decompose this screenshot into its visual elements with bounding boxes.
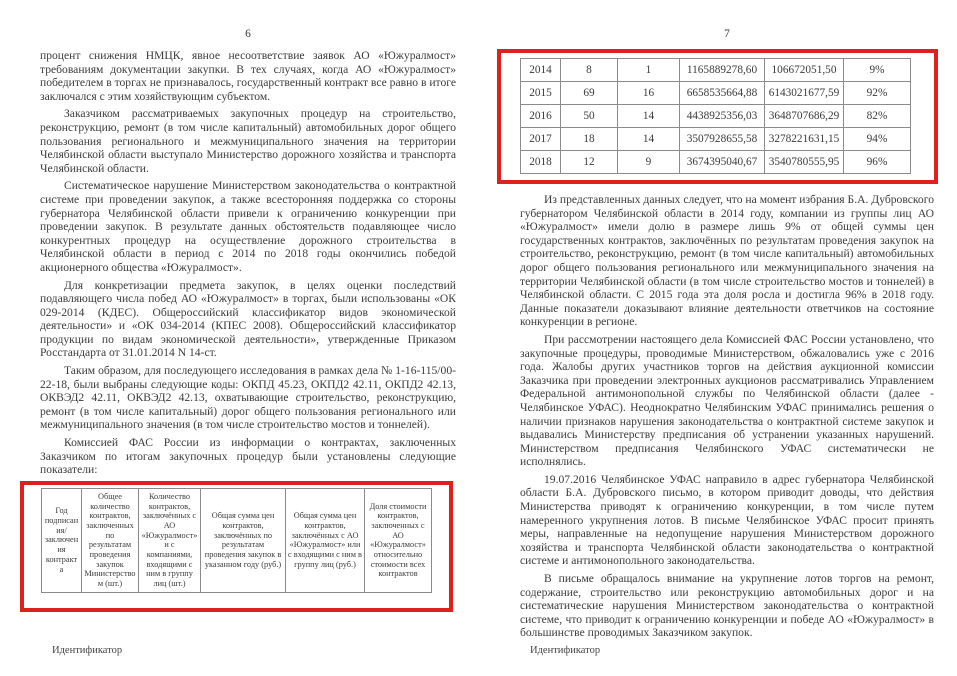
data-cell: 92% [844, 82, 911, 105]
table-row [521, 151, 911, 174]
footer-identifier: Идентификатор [530, 645, 601, 656]
paragraph: В письме обращалось внимание на укрупнение лотов торгов на ремонт, содержание, строительство или реконструкцию автомобильных дорог и на систематические нарушения Министерством законодательства о контрактной системе, что приводит к ограничению конкуренции и победе АО «Южуралмост» в большинстве проводимых Заказчиком закупок. [520, 572, 934, 640]
data-cell: 2018 [521, 151, 561, 174]
data-cell: 50 [561, 105, 618, 128]
paragraph: Из представленных данных следует, что на момент избрания Б.А. Дубровского губернатором Челябинской области в 2014 году, компании из группы лиц АО «Южуралмост» имели долю в размере лишь 9% от общей суммы цен государственных контрактов, заключённых по результатам проведения закупок на строительство, реконструкцию, ремонт (в том числе капитальный) автомобильных дорог общего пользования регионального или межмуниципального значения на территории Челябинской области (в том числе строительство мостов и тоннелей) в Челябинской области. С 2015 года эта доля росла и достигла 96% в 2018 году. Данные показатели доказывают влияние деятельности ответчиков на состояние конкуренции в регионе. [520, 193, 934, 329]
table-row [521, 59, 911, 82]
red-highlight-box-table-data [497, 49, 938, 184]
data-cell: 96% [844, 151, 911, 174]
table-row [521, 128, 911, 151]
table-row [521, 82, 911, 105]
header-cell-yuzhuralmost-sum: Общая сумма цен контрактов, заключённых с АО «Южуралмост» или с входящими с ним в группу лиц (руб.) [286, 488, 365, 592]
data-cell: 4438925356,03 [680, 105, 765, 128]
data-cell: 1165889278,60 [680, 59, 765, 82]
data-cell: 2014 [521, 59, 561, 82]
header-cell-share: Доля стоимости контрактов, заключенных с АО «Южуралмост» относительно стоимости всех контрактов [365, 488, 432, 592]
data-cell: 1 [618, 59, 680, 82]
page-7 [520, 28, 934, 644]
paragraph: Систематическое нарушение Министерством законодательства о контрактной системе при проведении закупок, а также всесторонняя поддержка со стороны губернатора Челябинской области привели к ограничению конкуренции при проведении закупок. В результате данных обстоятельств подавляющее число конкурентных процедур на осуществление дорожного строительства в Челябинской области в период с 2014 по 2018 годы окончились победой акционерного общества «Южуралмост». [40, 179, 456, 274]
paragraph: При рассмотрении настоящего дела Комиссией ФАС России установлено, что закупочные процедуры, проводимые Министерством, обжаловались уже с 2016 года. Жалобы других участников торгов на действия аукционной комиссии Заказчика при проведении электронных аукционов рассматривались Управлением Федеральной антимонопольной службы по Челябинской области (далее - Челябинское УФАС). Неоднократно Челябинским УФАС принимались решения о наличии признаков нарушения законодательства о контрактной системе закупок и выдавались Министерству предписания об устранении указанных нарушений. Министерством предписания Челябинского УФАС систематически не исполнялись. [520, 332, 934, 469]
data-cell: 2016 [521, 105, 561, 128]
data-cell: 18 [561, 128, 618, 151]
data-cell: 8 [561, 59, 618, 82]
paragraph: Для конкретизации предмета закупок, в целях оценки последствий подавляющего числа побед АО «Южуралмост» в торгах, были использованы «ОК 029-2014 (КДЕС). Общероссийский классификатор видов экономической деятельности» и «ОК 034-2014 (КПЕС 2008). Общероссийский классификатор продукции по видам экономической деятельности», утвержденные Приказом Росстандарта от 31.01.2014 N 14-ст. [40, 278, 456, 360]
data-cell: 9 [618, 151, 680, 174]
data-cell: 3648707686,29 [765, 105, 844, 128]
data-cell: 14 [618, 105, 680, 128]
red-highlight-box-table-header [20, 481, 453, 612]
paragraph: 19.07.2016 Челябинское УФАС направило в адрес губернатора Челябинской области Б.А. Дубровского письмо, в котором приводит доводы, что действия Министерства приводят к ограничению конкуренции, в том числе путем намеренного укрупнения лотов. В письме Челябинское УФАС просит принять меры, направленные на недопущение нарушения Министерством дорожного хозяйства и транспорта Челябинской области законодательства о контрактной системе и антимонопольного законодательства. [520, 472, 934, 568]
data-cell: 82% [844, 105, 911, 128]
data-cell: 9% [844, 59, 911, 82]
metrics-table-header [41, 488, 432, 593]
header-cell-total-contracts: Общее количество контрактов, заключенных по результатам проведения закупок Министерством (шт.) [82, 488, 139, 592]
data-cell: 2017 [521, 128, 561, 151]
footer-identifier: Идентификатор [52, 645, 123, 656]
data-cell: 12 [561, 151, 618, 174]
data-cell: 3674395040,67 [680, 151, 765, 174]
data-cell: 6143021677,59 [765, 82, 844, 105]
page-6 [40, 28, 456, 612]
data-cell: 6658535664,88 [680, 82, 765, 105]
paragraph: процент снижения НМЦК, явное несоответствие заявок АО «Южуралмост» требованиям документации закупки. В тех случаях, когда АО «Южуралмост» победителем в торгах не признавалось, государственный контракт все равно в итоге заключался с этим хозяйствующим субъектом. [40, 49, 457, 103]
header-cell-year: Год подписания/заключения контракта [42, 488, 82, 592]
header-cell-total-sum: Общая сумма цен контрактов, заключённых по результатам проведения закупок в указанном году (руб.) [201, 488, 286, 592]
page-7-number: 7 [724, 28, 730, 40]
data-cell: 3507928655,58 [680, 128, 765, 151]
metrics-table-data [520, 58, 911, 174]
data-cell: 16 [618, 82, 680, 105]
data-cell: 3278221631,15 [765, 128, 844, 151]
data-cell: 69 [561, 82, 618, 105]
paragraph: Таким образом, для последующего исследования в рамках дела № 1-16-115/00-22-18, были выбраны следующие коды: ОКПД 45.23, ОКПД2 42.11, ОКПД2 42.13, ОКВЭД2 42.11, ОКВЭД2 42.13, охватывающие строительство, реконструкцию, ремонт (в том числе капитальный) дорог общего пользования регионального или межмуниципального значения (в том числе строительство мостов и тоннелей). [40, 364, 456, 432]
paragraph: Комиссией ФАС России из информации о контрактах, заключенных Заказчиком по итогам закупочных процедур были установлены следующие показатели: [40, 436, 456, 477]
table-header-row [42, 488, 432, 592]
data-cell: 2015 [521, 82, 561, 105]
data-cell: 14 [618, 128, 680, 151]
header-cell-yuzhuralmost-contracts: Количество контрактов, заключённых с АО «Южуралмост» и с компаниями, входящими с ним в группу лиц (шт.) [139, 488, 201, 592]
page-6-number: 6 [245, 28, 251, 40]
table-row [521, 105, 911, 128]
paragraph: Заказчиком рассматриваемых закупочных процедур на строительство, реконструкцию, ремонт (в том числе капитальный) автомобильных дорог общего пользования регионального и межмуниципального значения на территории Челябинской области выступало Министерство дорожного хозяйства и транспорта Челябинской области. [40, 107, 456, 175]
data-cell: 3540780555,95 [765, 151, 844, 174]
data-cell: 106672051,50 [765, 59, 844, 82]
data-cell: 94% [844, 128, 911, 151]
